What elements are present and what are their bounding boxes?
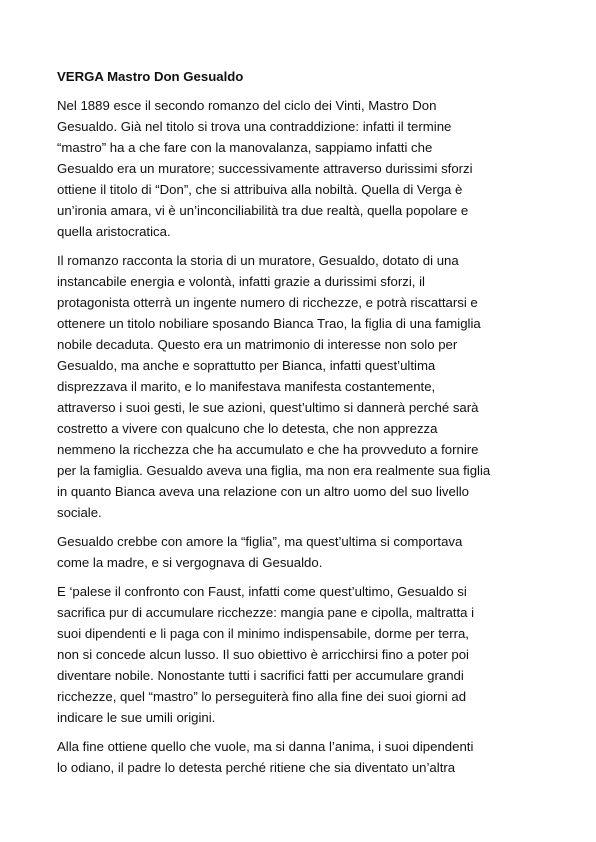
- text-line: ottiene il titolo di “Don”, che si attribuiva alla nobiltà. Quella di Verga è: [57, 182, 463, 197]
- text-line: attraverso i suoi gesti, le sue azioni, quest’ultimo si dannerà perché sarà: [57, 400, 479, 415]
- document-page: [57, 66, 547, 786]
- text-line: un’ironia amara, vi è un’inconciliabilità tra due realtà, quella popolare e: [57, 203, 469, 218]
- paragraph-5: [57, 736, 547, 778]
- paragraph-1: [57, 95, 547, 242]
- text-line: Gesualdo crebbe con amore la “figlia”, ma quest’ultima si comportava: [57, 534, 463, 549]
- text-line: Gesualdo era un muratore; successivamente attraverso durissimi sforzi: [57, 161, 473, 176]
- text-line: protagonista otterrà un ingente numero di ricchezze, e potrà riscattarsi e: [57, 295, 478, 310]
- text-line: in quanto Bianca aveva una relazione con un altro uomo del suo livello: [57, 484, 470, 499]
- paragraph-3: [57, 531, 547, 573]
- text-line: Nel 1889 esce il secondo romanzo del ciclo dei Vinti, Mastro Don: [57, 98, 437, 113]
- text-line: come la madre, e si vergognava di Gesualdo.: [57, 555, 323, 570]
- text-line: disprezzava il marito, e lo manifestava manifesta costantemente,: [57, 379, 436, 394]
- text-line: E ‘palese il confronto con Faust, infatti come quest’ultimo, Gesualdo si: [57, 584, 467, 599]
- text-line: Alla fine ottiene quello che vuole, ma si danna l’anima, i suoi dipendenti: [57, 739, 474, 754]
- text-line: costretto a vivere con qualcuno che lo detesta, che non apprezza: [57, 421, 438, 436]
- paragraph-2: [57, 250, 547, 523]
- text-line: ottenere un titolo nobiliare sposando Bianca Trao, la figlia di una famiglia: [57, 316, 481, 331]
- text-line: instancabile energia e volontà, infatti grazie a durissimi sforzi, il: [57, 274, 425, 289]
- text-line: diventare nobile. Nonostante tutti i sacrifici fatti per accumulare grandi: [57, 668, 464, 683]
- text-line: quella aristocratica.: [57, 224, 171, 239]
- document-title: VERGA Mastro Don Gesualdo: [57, 69, 244, 84]
- text-line: sociale.: [57, 505, 102, 520]
- text-line: sacrifica pur di accumulare ricchezze: mangia pane e cipolla, maltratta i: [57, 605, 475, 620]
- text-line: nobile decaduta. Questo era un matrimonio di interesse non solo per: [57, 337, 458, 352]
- text-line: lo odiano, il padre lo detesta perché ritiene che sia diventato un’altra: [57, 760, 456, 775]
- text-line: Gesualdo, ma anche e soprattutto per Bianca, infatti quest’ultima: [57, 358, 436, 373]
- text-line: non si concede alcun lusso. Il suo obiettivo è arricchirsi fino a poter poi: [57, 647, 469, 662]
- text-line: per la famiglia. Gesualdo aveva una figlia, ma non era realmente sua figlia: [57, 463, 491, 478]
- text-line: Gesualdo. Già nel titolo si trova una contraddizione: infatti il termine: [57, 119, 452, 134]
- text-line: nemmeno la ricchezza che ha accumulato e che ha provveduto a fornire: [57, 442, 479, 457]
- text-line: indicare le sue umili origini.: [57, 710, 216, 725]
- text-line: Il romanzo racconta la storia di un muratore, Gesualdo, dotato di una: [57, 253, 459, 268]
- text-line: “mastro” ha a che fare con la manovalanza, sappiamo infatti che: [57, 140, 433, 155]
- text-line: suoi dipendenti e li paga con il minimo indispensabile, dorme per terra,: [57, 626, 469, 641]
- text-line: ricchezze, quel “mastro” lo perseguiterà fino alla fine dei suoi giorni ad: [57, 689, 467, 704]
- paragraph-4: [57, 581, 547, 728]
